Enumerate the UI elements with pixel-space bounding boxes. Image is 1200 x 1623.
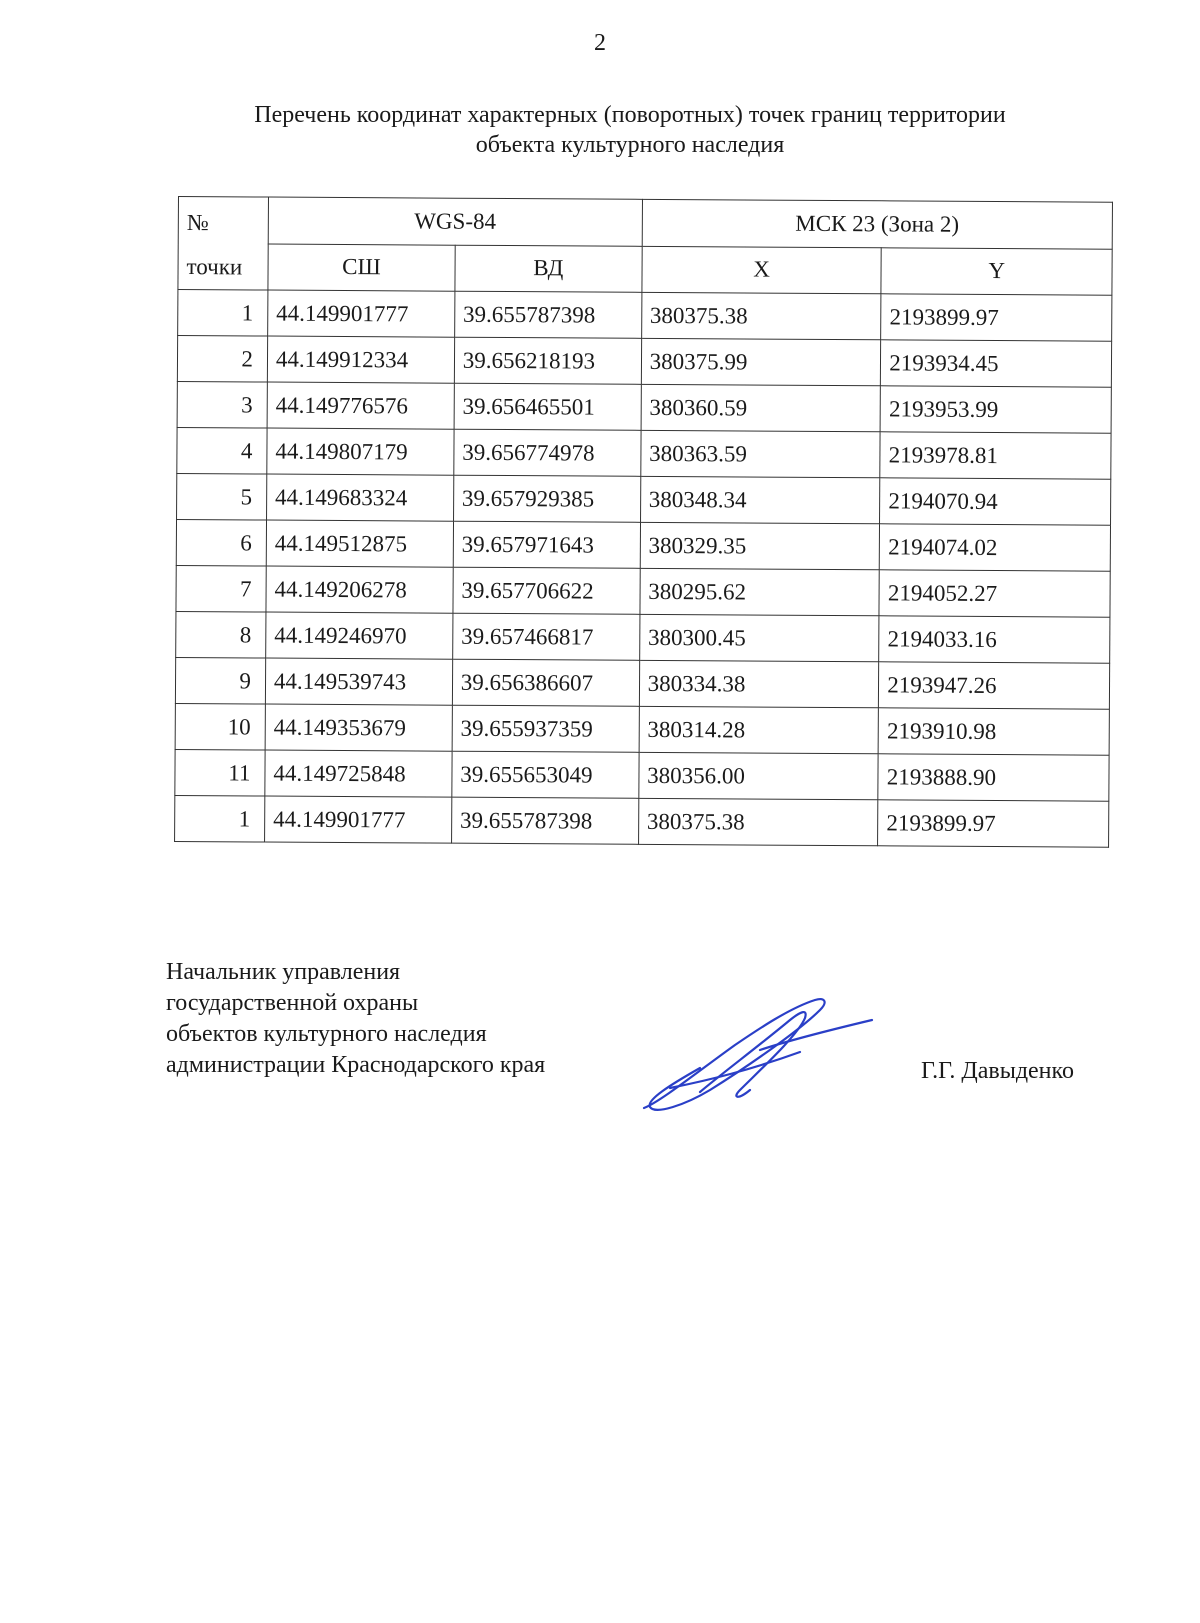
cell-point-number: 1	[175, 795, 265, 842]
cell-y: 2193910.98	[878, 708, 1109, 755]
cell-y: 2194033.16	[879, 616, 1110, 663]
cell-latitude: 44.149807179	[267, 428, 454, 475]
cell-y: 2193947.26	[879, 662, 1110, 709]
table-row	[177, 427, 1111, 479]
cell-y: 2193899.97	[881, 294, 1112, 341]
table-header-row-1	[178, 197, 1112, 249]
table-row	[177, 336, 1111, 388]
cell-longitude: 39.657466817	[452, 613, 639, 660]
cell-x: 380375.38	[641, 292, 881, 339]
cell-latitude: 44.149246970	[266, 612, 453, 659]
cell-longitude: 39.657971643	[453, 521, 640, 568]
cell-y: 2193888.90	[878, 754, 1109, 801]
header-msk23: МСК 23 (Зона 2)	[642, 199, 1113, 248]
cell-x: 380314.28	[639, 706, 879, 753]
cell-y: 2193978.81	[880, 432, 1111, 479]
cell-longitude: 39.656774978	[454, 429, 641, 476]
cell-point-number: 2	[177, 336, 267, 383]
document-title	[160, 100, 1100, 160]
cell-point-number: 8	[176, 611, 266, 658]
header-wgs84: WGS-84	[268, 197, 642, 246]
table-header-row-2	[178, 243, 1112, 295]
cell-longitude: 39.656218193	[454, 337, 641, 384]
page-number: 2	[594, 30, 606, 56]
cell-y: 2194070.94	[880, 478, 1111, 525]
cell-latitude: 44.149512875	[266, 520, 453, 567]
cell-longitude: 39.655787398	[451, 797, 638, 844]
header-point-number	[178, 197, 269, 291]
cell-x: 380334.38	[639, 660, 879, 707]
cell-x: 380348.34	[640, 476, 880, 523]
table-row	[175, 795, 1109, 847]
cell-point-number: 7	[176, 565, 266, 612]
cell-longitude: 39.657706622	[453, 567, 640, 614]
coordinates-table	[174, 196, 1113, 848]
handwritten-signature	[640, 990, 880, 1115]
cell-y: 2194052.27	[879, 570, 1110, 617]
cell-x: 380375.38	[638, 798, 878, 845]
cell-y: 2193953.99	[880, 386, 1111, 433]
table-row	[176, 565, 1110, 617]
signer-position-line1: Начальник управления	[166, 959, 401, 985]
cell-longitude: 39.656465501	[454, 383, 641, 430]
cell-x: 380363.59	[640, 430, 880, 477]
cell-x: 380360.59	[641, 384, 881, 431]
cell-longitude: 39.657929385	[453, 475, 640, 522]
cell-point-number: 10	[175, 703, 265, 750]
signer-position-line2: государственной охраны	[166, 990, 419, 1016]
cell-y: 2193934.45	[881, 340, 1112, 387]
header-longitude: ВД	[455, 245, 642, 293]
cell-x: 380295.62	[640, 568, 880, 615]
signer-position-line3: объектов культурного наследия	[166, 1021, 487, 1047]
cell-point-number: 11	[175, 749, 265, 796]
cell-latitude: 44.149912334	[267, 336, 454, 383]
cell-longitude: 39.655653049	[452, 751, 639, 798]
header-num-word: точки	[186, 254, 243, 280]
header-x: X	[642, 246, 882, 294]
cell-longitude: 39.655787398	[454, 291, 641, 338]
cell-point-number: 3	[177, 381, 267, 428]
cell-x: 380375.99	[641, 338, 881, 385]
table-row	[178, 290, 1112, 342]
cell-point-number: 5	[177, 473, 267, 520]
table-row	[175, 749, 1109, 801]
signer-position	[166, 957, 545, 1081]
header-latitude: СШ	[268, 244, 455, 292]
cell-latitude: 44.149206278	[266, 566, 453, 613]
cell-y: 2193899.97	[878, 800, 1109, 847]
cell-latitude: 44.149901777	[268, 290, 455, 337]
cell-longitude: 39.656386607	[452, 659, 639, 706]
cell-latitude: 44.149901777	[264, 796, 451, 843]
cell-latitude: 44.149353679	[265, 704, 452, 751]
cell-latitude: 44.149683324	[266, 474, 453, 521]
table-row	[176, 611, 1110, 663]
cell-point-number: 9	[175, 657, 265, 704]
cell-x: 380356.00	[639, 752, 879, 799]
signer-position-line4: администрации Краснодарского края	[166, 1052, 546, 1078]
table-row	[176, 519, 1110, 571]
cell-point-number: 1	[178, 290, 268, 337]
cell-point-number: 4	[177, 427, 267, 474]
header-num-sign: №	[186, 210, 209, 236]
cell-y: 2194074.02	[880, 524, 1111, 571]
cell-latitude: 44.149539743	[265, 658, 452, 705]
document-title-line1: Перечень координат характерных (поворотных) точек границ территории	[254, 102, 1006, 128]
coordinates-table-body	[175, 290, 1112, 848]
cell-x: 380329.35	[640, 522, 880, 569]
header-y: Y	[881, 247, 1112, 295]
table-row	[175, 657, 1109, 709]
table-row	[175, 703, 1109, 755]
cell-latitude: 44.149725848	[265, 750, 452, 797]
table-row	[177, 381, 1111, 433]
cell-longitude: 39.655937359	[452, 705, 639, 752]
signer-name: Г.Г. Давыденко	[921, 1058, 1074, 1084]
cell-x: 380300.45	[639, 614, 879, 661]
document-title-line2: объекта культурного наследия	[475, 132, 785, 158]
cell-latitude: 44.149776576	[267, 382, 454, 429]
cell-point-number: 6	[176, 519, 266, 566]
table-row	[177, 473, 1111, 525]
